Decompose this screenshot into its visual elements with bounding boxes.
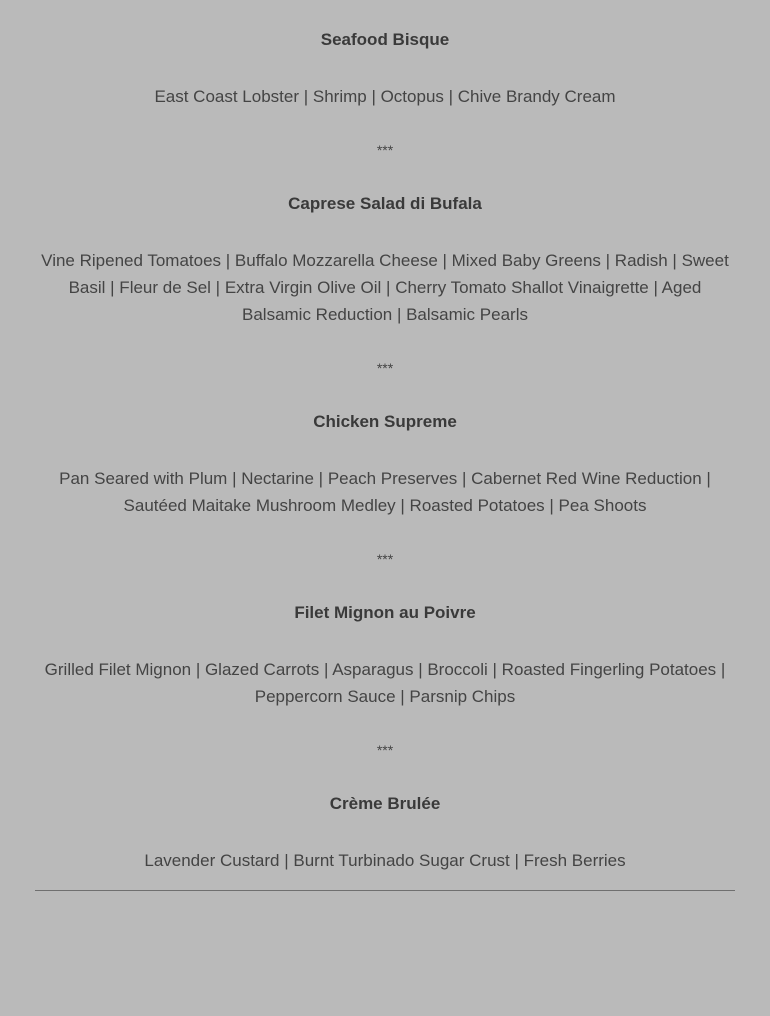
course-description: Pan Seared with Plum | Nectarine | Peach Preserves | Cabernet Red Wine Reduction | Sautéed Maitake Mushroom Medley | Roasted Potatoes | Pea Shoots (59, 469, 711, 515)
course-description: East Coast Lobster | Shrimp | Octopus | Chive Brandy Cream (154, 87, 616, 106)
course-separator: *** (376, 551, 394, 567)
course-separator: *** (376, 742, 394, 758)
course-description: Vine Ripened Tomatoes | Buffalo Mozzarella Cheese | Mixed Baby Greens | Radish | Sweet Basil | Fleur de Sel | Extra Virgin Olive Oil | Cherry Tomato Shallot Vinaigrette | Aged Balsamic Reduction | Balsamic Pearls (41, 251, 729, 324)
course-separator: *** (376, 360, 394, 376)
course-separator: *** (376, 142, 394, 158)
course-title: Filet Mignon au Poivre (294, 603, 476, 622)
course-chicken-supreme (35, 408, 735, 569)
course-seafood-bisque (35, 26, 735, 160)
course-title: Seafood Bisque (320, 30, 450, 49)
course-title: Crème Brulée (329, 794, 441, 813)
course-caprese-salad (35, 190, 735, 378)
course-filet-mignon (35, 599, 735, 760)
course-creme-brulee (35, 790, 735, 874)
bottom-divider (35, 890, 735, 891)
course-title: Chicken Supreme (313, 412, 457, 431)
course-title: Caprese Salad di Bufala (288, 194, 482, 213)
course-description: Lavender Custard | Burnt Turbinado Sugar Crust | Fresh Berries (144, 851, 626, 870)
course-description: Grilled Filet Mignon | Glazed Carrots | Asparagus | Broccoli | Roasted Fingerling Potatoes | Peppercorn Sauce | Parsnip Chips (44, 660, 726, 706)
